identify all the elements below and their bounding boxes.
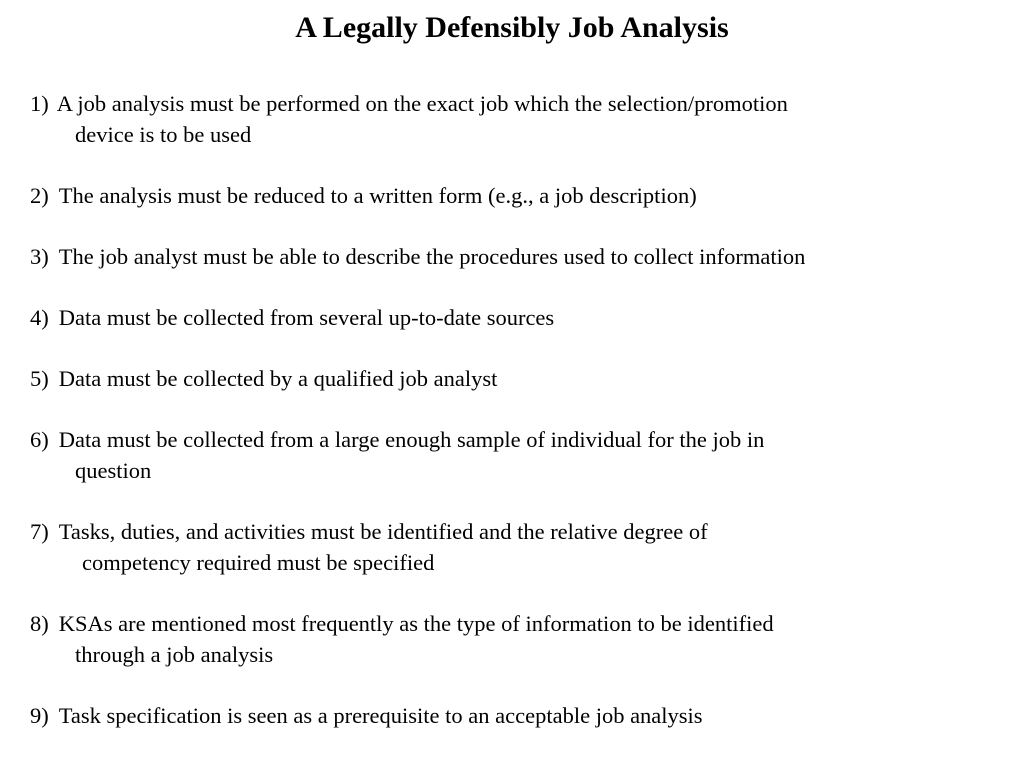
item-number: 4): [30, 305, 49, 330]
item-number: 2): [30, 183, 49, 208]
item-number: 7): [30, 519, 49, 544]
slide-title: A Legally Defensibly Job Analysis: [295, 11, 729, 44]
item-number: 1): [30, 91, 49, 116]
requirements-list: [30, 88, 1020, 761]
item-number: 3): [30, 244, 49, 269]
item-text-continued: device is to be used: [75, 122, 252, 147]
list-item: [30, 424, 1020, 486]
list-item: [30, 363, 1020, 394]
item-number: 8): [30, 611, 49, 636]
item-text: Data must be collected from a large enough sample of individual for the job in: [58, 427, 765, 452]
list-item: [30, 241, 1020, 272]
item-text: Data must be collected by a qualified job analyst: [58, 366, 498, 391]
item-text: Data must be collected from several up-to-date sources: [58, 305, 555, 330]
item-text: The analysis must be reduced to a written form (e.g., a job description): [58, 183, 697, 208]
item-number: 9): [30, 703, 49, 728]
item-text: Task specification is seen as a prerequisite to an acceptable job analysis: [58, 703, 703, 728]
item-text-continued: through a job analysis: [75, 642, 274, 667]
list-item: [30, 700, 1020, 731]
list-item: [30, 608, 1020, 670]
list-item: [30, 302, 1020, 333]
list-item: [30, 180, 1020, 211]
item-number: 6): [30, 427, 49, 452]
list-item: [30, 88, 1020, 150]
item-text: The job analyst must be able to describe the procedures used to collect information: [58, 244, 806, 269]
item-number: 5): [30, 366, 49, 391]
item-text-continued: question: [75, 458, 152, 483]
item-text: KSAs are mentioned most frequently as the type of information to be identified: [58, 611, 774, 636]
item-text: A job analysis must be performed on the exact job which the selection/promotion: [56, 91, 788, 116]
item-text: Tasks, duties, and activities must be identified and the relative degree of: [58, 519, 708, 544]
item-text-continued: competency required must be specified: [82, 550, 435, 575]
list-item: [30, 516, 1020, 578]
